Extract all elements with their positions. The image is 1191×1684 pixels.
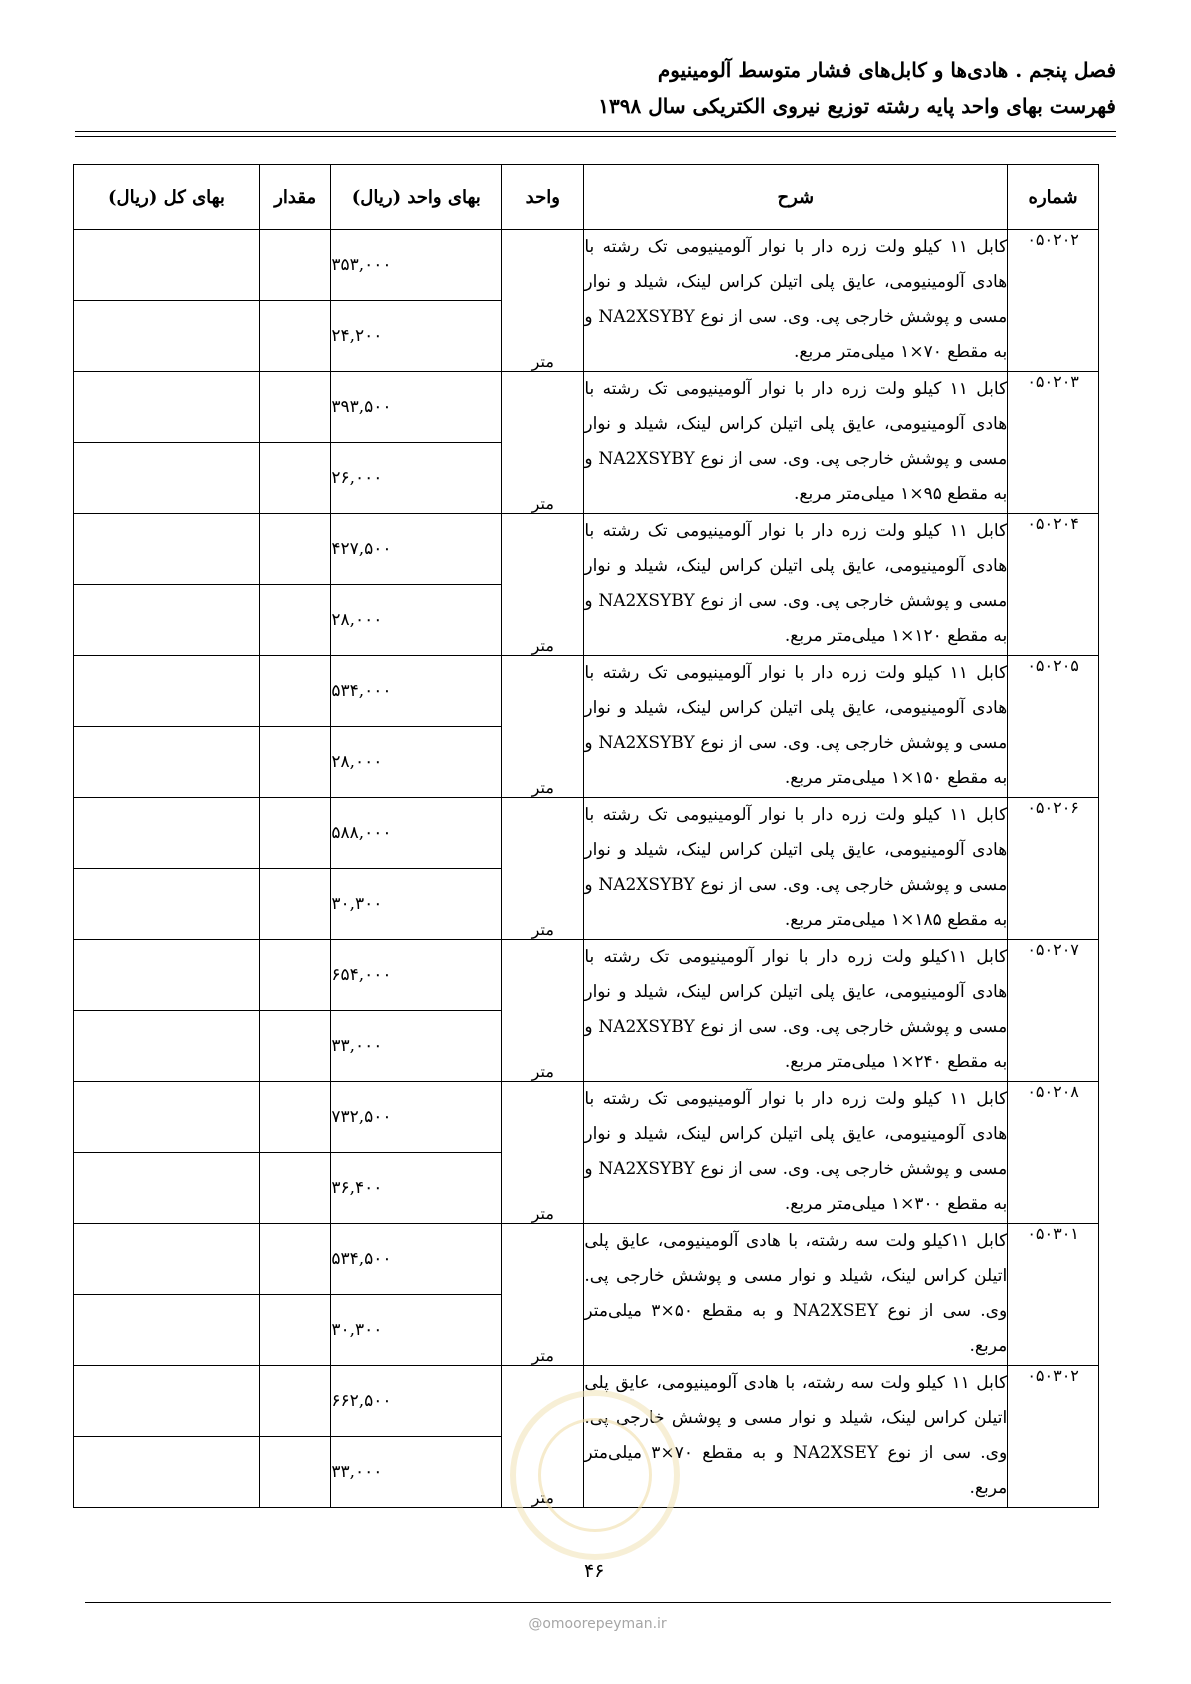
quantity-cell [260,301,331,372]
quantity-cell [260,1295,331,1366]
quantity-cell [260,230,331,301]
unit-price-secondary: ۳۳,۰۰۰ [331,1011,502,1082]
item-number: ۰۵۰۲۰۵ [1008,656,1099,798]
quantity-cell [260,1153,331,1224]
unit-price-main: ۳۹۳,۵۰۰ [331,372,502,443]
column-header-unit-price: بهای واحد (ریال) [331,165,502,230]
item-description: کابل ۱۱کیلو ولت زره دار با نوار آلومینیومی تک رشته با هادی آلومینیومی، عایق پلی اتیلن کراس لینک، شیلد و نوار مسی و پوشش خارجی پی. وی. سی از نوع NA2XSYBY و به مقطع ۲۴۰×۱ میلی‌متر مربع. [584,940,1008,1082]
unit-price-secondary: ۲۸,۰۰۰ [331,585,502,656]
total-price-cell [74,372,260,443]
item-description: کابل ۱۱ کیلو ولت زره دار با نوار آلومینیومی تک رشته با هادی آلومینیومی، عایق پلی اتیلن کراس لینک، شیلد و نوار مسی و پوشش خارجی پی. وی. سی از نوع NA2XSYBY و به مقطع ۱۵۰×۱ میلی‌متر مربع. [584,656,1008,798]
total-price-cell [74,1437,260,1508]
item-number: ۰۵۰۲۰۷ [1008,940,1099,1082]
unit-price-main: ۴۲۷,۵۰۰ [331,514,502,585]
item-number: ۰۵۰۲۰۳ [1008,372,1099,514]
column-header-number: شماره [1008,165,1099,230]
column-header-total-price: بهای کل (ریال) [74,165,260,230]
unit-price-main: ۳۵۳,۰۰۰ [331,230,502,301]
total-price-cell [74,656,260,727]
total-price-cell [74,585,260,656]
header-rule [75,131,1116,132]
quantity-cell [260,1082,331,1153]
total-price-cell [74,1295,260,1366]
total-price-cell [74,1082,260,1153]
unit-price-main: ۵۳۴,۵۰۰ [331,1224,502,1295]
total-price-cell [74,1366,260,1437]
item-number: ۰۵۰۲۰۸ [1008,1082,1099,1224]
footer-rule [85,1602,1111,1603]
quantity-cell [260,1366,331,1437]
item-description: کابل ۱۱ کیلو ولت زره دار با نوار آلومینیومی تک رشته با هادی آلومینیومی، عایق پلی اتیلن کراس لینک، شیلد و نوار مسی و پوشش خارجی پی. وی. سی از نوع NA2XSYBY و به مقطع ۱۲۰×۱ میلی‌متر مربع. [584,514,1008,656]
item-description: کابل ۱۱ کیلو ولت زره دار با نوار آلومینیومی تک رشته با هادی آلومینیومی، عایق پلی اتیلن کراس لینک، شیلد و نوار مسی و پوشش خارجی پی. وی. سی از نوع NA2XSYBY و به مقطع ۷۰×۱ میلی‌متر مربع. [584,230,1008,372]
total-price-cell [74,301,260,372]
table-header-row [74,165,1099,230]
quantity-cell [260,869,331,940]
table-row [74,656,1099,727]
total-price-cell [74,798,260,869]
item-number: ۰۵۰۳۰۲ [1008,1366,1099,1508]
total-price-cell [74,1224,260,1295]
unit-price-secondary: ۲۶,۰۰۰ [331,443,502,514]
column-header-unit: واحد [502,165,584,230]
unit-price-secondary: ۳۰,۳۰۰ [331,1295,502,1366]
total-price-cell [74,1153,260,1224]
quantity-cell [260,372,331,443]
column-header-quantity: مقدار [260,165,331,230]
item-unit: متر [502,1224,584,1366]
item-unit: متر [502,940,584,1082]
table-row [74,514,1099,585]
quantity-cell [260,727,331,798]
item-description: کابل ۱۱ کیلو ولت زره دار با نوار آلومینیومی تک رشته با هادی آلومینیومی، عایق پلی اتیلن کراس لینک، شیلد و نوار مسی و پوشش خارجی پی. وی. سی از نوع NA2XSYBY و به مقطع ۹۵×۱ میلی‌متر مربع. [584,372,1008,514]
item-number: ۰۵۰۳۰۱ [1008,1224,1099,1366]
table-row [74,1224,1099,1295]
total-price-cell [74,443,260,514]
quantity-cell [260,656,331,727]
item-description: کابل ۱۱کیلو ولت سه رشته، با هادی آلومینیومی، عایق پلی اتیلن کراس لینک، شیلد و نوار مسی و پوشش خارجی پی. وی. سی از نوع NA2XSEY و به مقطع ۵۰×۳ میلی‌متر مربع. [584,1224,1008,1366]
quantity-cell [260,1011,331,1082]
unit-price-secondary: ۳۰,۳۰۰ [331,869,502,940]
item-unit: متر [502,1366,584,1508]
quantity-cell [260,514,331,585]
quantity-cell [260,585,331,656]
document-title: فهرست بهای واحد پایه رشته توزیع نیروی الکتریکی سال ۱۳۹۸ [598,94,1116,118]
item-unit: متر [502,656,584,798]
item-unit: متر [502,1082,584,1224]
item-description: کابل ۱۱ کیلو ولت زره دار با نوار آلومینیومی تک رشته با هادی آلومینیومی، عایق پلی اتیلن کراس لینک، شیلد و نوار مسی و پوشش خارجی پی. وی. سی از نوع NA2XSYBY و به مقطع ۳۰۰×۱ میلی‌متر مربع. [584,1082,1008,1224]
item-description: کابل ۱۱ کیلو ولت سه رشته، با هادی آلومینیومی، عایق پلی اتیلن کراس لینک، شیلد و نوار مسی و پوشش خارجی پی. وی. سی از نوع NA2XSEY و به مقطع ۷۰×۳ میلی‌متر مربع. [584,1366,1008,1508]
total-price-cell [74,1011,260,1082]
unit-price-main: ۵۸۸,۰۰۰ [331,798,502,869]
item-unit: متر [502,514,584,656]
unit-price-secondary: ۲۸,۰۰۰ [331,727,502,798]
quantity-cell [260,798,331,869]
unit-price-secondary: ۲۴,۲۰۰ [331,301,502,372]
total-price-cell [74,727,260,798]
quantity-cell [260,1437,331,1508]
total-price-cell [74,514,260,585]
unit-price-main: ۶۵۴,۰۰۰ [331,940,502,1011]
item-number: ۰۵۰۲۰۴ [1008,514,1099,656]
quantity-cell [260,443,331,514]
table-row [74,1082,1099,1153]
chapter-title: فصل پنجم . هادی‌ها و کابل‌های فشار متوسط آلومینیوم [657,58,1116,82]
unit-price-secondary: ۳۳,۰۰۰ [331,1437,502,1508]
unit-price-main: ۷۳۲,۵۰۰ [331,1082,502,1153]
item-unit: متر [502,798,584,940]
unit-price-secondary: ۳۶,۴۰۰ [331,1153,502,1224]
total-price-cell [74,940,260,1011]
item-unit: متر [502,372,584,514]
table-row [74,372,1099,443]
quantity-cell [260,940,331,1011]
unit-price-main: ۵۳۴,۰۰۰ [331,656,502,727]
total-price-cell [74,230,260,301]
table-row [74,230,1099,301]
item-unit: متر [502,230,584,372]
total-price-cell [74,869,260,940]
watermark-text: @omoorepeyman.ir [528,1616,667,1632]
table-row [74,940,1099,1011]
price-table [73,164,1099,1508]
column-header-description: شرح [584,165,1008,230]
table-row [74,798,1099,869]
quantity-cell [260,1224,331,1295]
publisher-seal-watermark [510,1390,680,1560]
item-number: ۰۵۰۲۰۲ [1008,230,1099,372]
header-rule [75,136,1116,137]
unit-price-main: ۶۶۲,۵۰۰ [331,1366,502,1437]
item-number: ۰۵۰۲۰۶ [1008,798,1099,940]
page-number: ۴۶ [584,1560,605,1582]
item-description: کابل ۱۱ کیلو ولت زره دار با نوار آلومینیومی تک رشته با هادی آلومینیومی، عایق پلی اتیلن کراس لینک، شیلد و نوار مسی و پوشش خارجی پی. وی. سی از نوع NA2XSYBY و به مقطع ۱۸۵×۱ میلی‌متر مربع. [584,798,1008,940]
